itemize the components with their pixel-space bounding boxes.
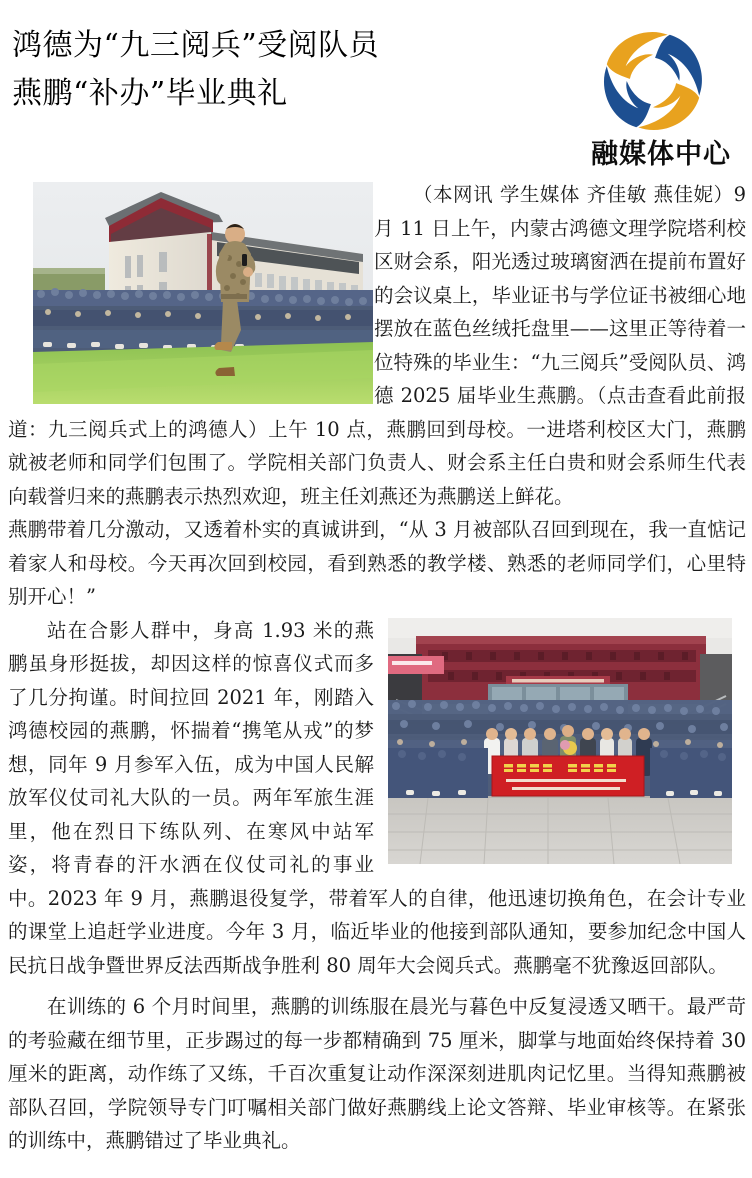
paragraph-2-block	[0, 513, 752, 614]
swirl-circle-icon	[590, 18, 716, 138]
page-header	[0, 0, 752, 178]
article-paragraph-4: 在训练的 6 个月时间里，燕鹏的训练服在晨光与暮色中反复浸透又晒干。最严苛的考验藏在细节里，正步踢过的每一步都精确到 75 厘米，脚掌与地面始终保持着 30 厘米的距离，动作练了又练，千百次重复让动作深深刻进肌肉记忆里。当得知燕鹏被部队召回，学院领导专门叮嘱相关部门做好燕鹏线上论文答辩、毕业审核等。在紧张的训练中，燕鹏错过了毕业典礼。	[8, 995, 746, 1152]
article-paragraph-3: 站在合影人群中，身高 1.93 米的燕鹏虽身形挺拔，却因这样的惊喜仪式而多了几分拘谨。时间拉回 2021 年，刚踏入鸿德校园的燕鹏，怀揣着“携笔从戎”的梦想，同年 9 月参军入伍，成为中国人民解放军仪仗司礼大队的一员。两年军旅生涯里，他在烈日下练队列、在寒风中站军姿，将青春的汗水洒在仪仗司礼的事业中。2023 年 9 月，燕鹏退役复学，带着军人的自律，他迅速切换角色，在会计专业的课堂上追赶学业进度。今年 3 月，临近毕业的他接到部队通知，要参加纪念中国人民抗日战争暨世界反法西斯战争胜利 80 周年大会阅兵式。燕鹏毫不犹豫返回部队。	[0, 614, 752, 983]
page-title-line-1: 鸿德为“九三阅兵”受阅队员	[12, 28, 380, 63]
page-title-line-2: 燕鹏“补办”毕业典礼	[12, 76, 288, 111]
page-title	[12, 22, 572, 118]
red-banner	[492, 756, 644, 796]
article-paragraph-byline: （本网讯 学生媒体 齐佳敏 燕佳妮）9 月 11 日上午，内蒙古鸿德文理学院塔利校区财会系，阳光透过玻璃窗洒在提前布置好的会议桌上，毕业证书与学位证书被细心地摆放在蓝色丝绒托盘里——这里正等待着一位特殊的毕业生：“九三阅兵”受阅队员、鸿德 2025 届毕业生燕鹏。（点击查看此前报道：九三阅兵式上的鸿德人）上午 10 点，燕鹏回到母校。一进塔利校区大门，燕鹏就被老师和同学们包围了。学院相关部门负责人、财会系主任白贵和财会系师生代表向载誉归来的燕鹏表示热烈欢迎，班主任刘燕还为燕鹏送上鲜花。	[0, 178, 752, 513]
side-banner	[388, 656, 444, 674]
logo-caption: 融媒体中心	[591, 139, 731, 170]
media-center-logo	[576, 18, 746, 180]
soldier-marching-photo	[33, 182, 373, 404]
group-photo-with-banner	[388, 618, 732, 864]
article-paragraph-2: 燕鹏带着几分激动，又透着朴实的真诚讲到，“从 3 月被部队召回到现在，我一直惦记着家人和母校。今天再次回到校园，看到熟悉的教学楼、熟悉的老师同学们，心里特别开心！”	[8, 518, 746, 608]
